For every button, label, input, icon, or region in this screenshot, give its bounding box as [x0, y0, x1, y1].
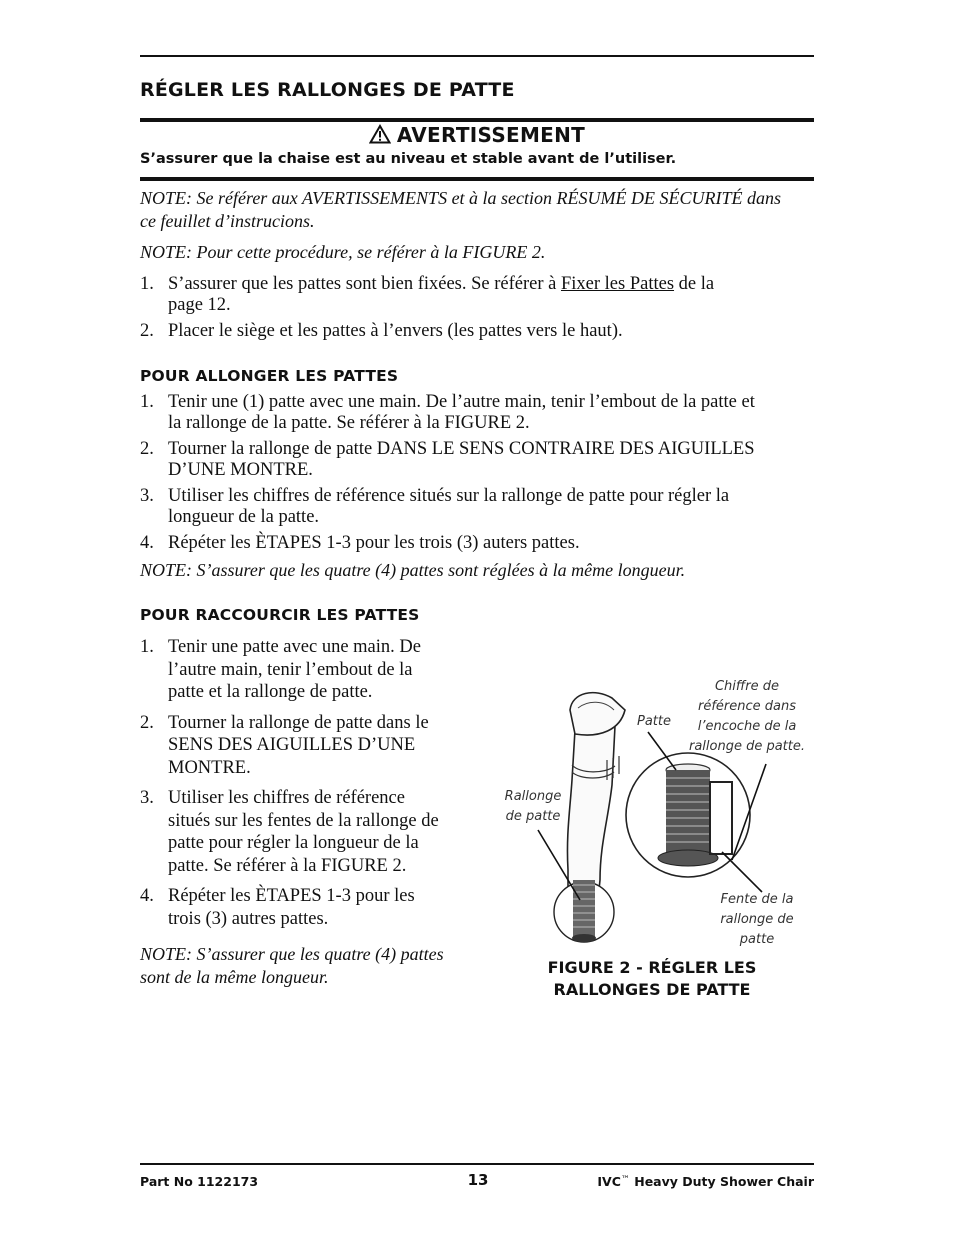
note-figure: NOTE: Pour cette procédure, se référer à la FIGURE 2.: [140, 242, 546, 262]
top-rule: [140, 55, 814, 57]
list-item: 2. Placer le siège et les pattes à l’envers (les pattes vers le haut).: [140, 321, 623, 341]
callout-patte: Patte: [637, 714, 671, 729]
list-item: 3. Utiliser les chiffres de référence situés sur les fentes de la rallonge de patte pour régler la longueur de la patte. Se référer à la FIGURE 2.: [140, 788, 439, 876]
intro-steps: [140, 274, 820, 342]
list-item: 4. Répéter les ÈTAPES 1-3 pour les trois (3) autres pattes.: [140, 886, 415, 929]
list-item: 1. S’assurer que les pattes sont bien fixées. Se référer à Fixer les Pattes de la page 12.: [140, 274, 715, 315]
lengthen-steps: [140, 392, 820, 554]
figure-caption: FIGURE 2 - RÉGLER LES RALLONGES DE PATTE: [547, 958, 757, 999]
footer-page-number: 13: [467, 1171, 489, 1189]
list-item: 2. Tourner la rallonge de patte DANS LE SENS CONTRAIRE DES AIGUILLES D’UNE MONTRE.: [140, 439, 755, 480]
callout-fente: Fente de la rallonge de patte: [720, 892, 794, 947]
warning-header: [140, 123, 814, 149]
footer-part-number: Part No 1122173: [140, 1174, 259, 1189]
section-title: RÉGLER LES RALLONGES DE PATTE: [140, 79, 515, 101]
list-item: 2. Tourner la rallonge de patte dans le SENS DES AIGUILLES D’UNE MONTRE.: [140, 712, 429, 778]
footer-rule: [140, 1163, 814, 1165]
note-lengthen: NOTE: S’assurer que les quatre (4) pattes sont réglées à la même longueur.: [140, 560, 686, 580]
subheading-shorten: POUR RACCOURCIR LES PATTES: [140, 606, 420, 624]
warning-text: S’assurer que la chaise est au niveau et stable avant de l’utiliser.: [140, 151, 677, 167]
shorten-steps: [140, 636, 480, 930]
warning-bottom-rule: [140, 177, 814, 181]
list-item: 4. Répéter les ÈTAPES 1-3 pour les trois (3) auters pattes.: [140, 533, 580, 553]
warning-triangle-icon: [369, 124, 391, 149]
link-fixer-les-pattes[interactable]: Fixer les Pattes: [560, 274, 675, 294]
note-safety: NOTE: Se référer aux AVERTISSEMENTS et à la section RÉSUMÉ DE SÉCURITÉ dans ce feuillet d’instrucions.: [140, 188, 782, 231]
warning-title: AVERTISSEMENT: [396, 123, 586, 147]
list-item: 1. Tenir une (1) patte avec une main. De l’autre main, tenir l’embout de la patte et la rallonge de la patte. Se référer à la FIGURE 2.: [140, 392, 755, 433]
callout-rallonge: Rallonge de patte: [504, 789, 562, 824]
note-shorten: NOTE: S’assurer que les quatre (4) pattes sont de la même longueur.: [140, 944, 444, 987]
callout-chiffre: Chiffre de référence dans l’encoche de la rallonge de patte.: [688, 679, 806, 754]
list-item: 3. Utiliser les chiffres de référence situés sur la rallonge de patte pour régler la longueur de la patte.: [140, 486, 730, 527]
footer-product: IVC™ Heavy Duty Shower Chair: [597, 1174, 814, 1189]
warning-top-rule: [140, 118, 814, 122]
list-item: 1. Tenir une patte avec une main. De l’autre main, tenir l’embout de la patte et la rallonge de patte.: [140, 637, 421, 702]
subheading-lengthen: POUR ALLONGER LES PATTES: [140, 367, 399, 385]
